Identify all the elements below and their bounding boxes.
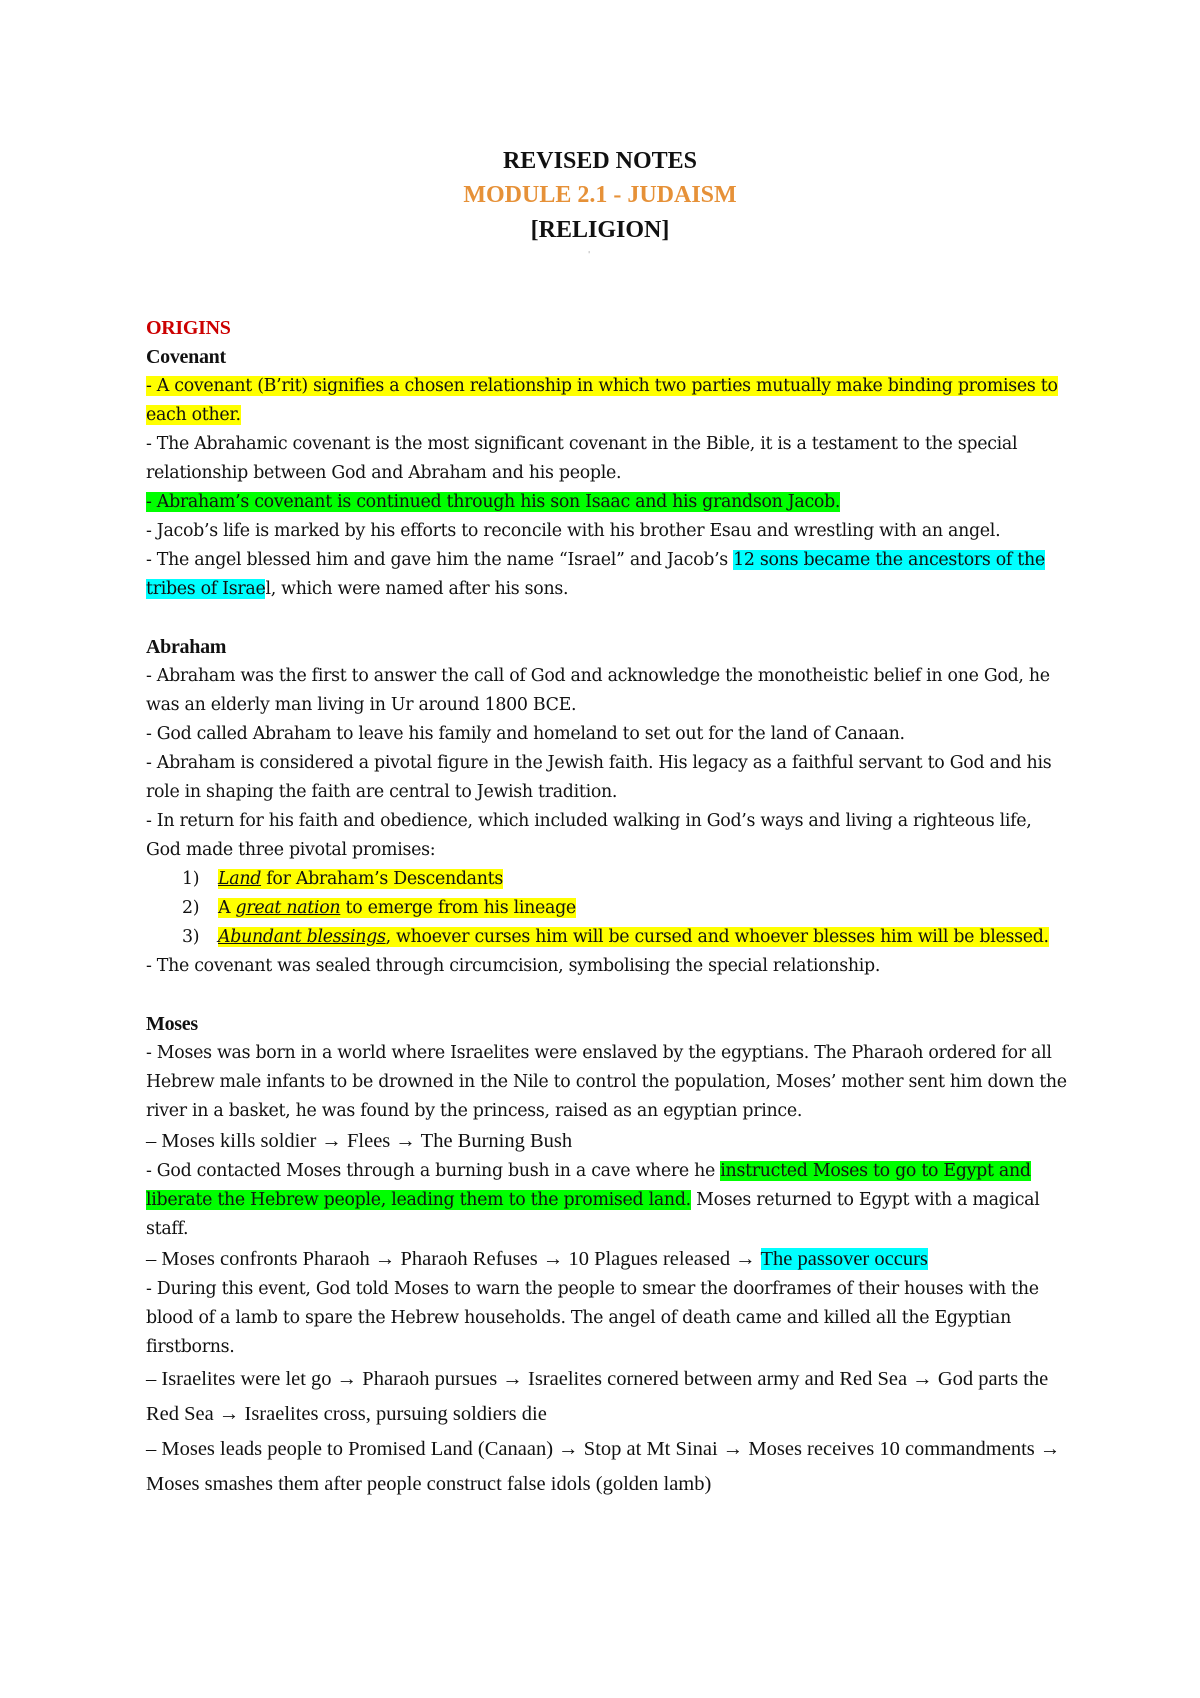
- subject-title: [RELIGION]: [530, 217, 670, 243]
- list-item: [182, 865, 1071, 894]
- abraham-para-5: - The covenant was sealed through circumcision, symbolising the special relationship.: [146, 956, 881, 976]
- text-run: l, which were named after his sons.: [265, 579, 569, 599]
- notes-body: [146, 314, 1071, 1502]
- abraham-para-2: - God called Abraham to leave his family and homeland to set out for the land of Canaan.: [146, 724, 905, 744]
- promises-list: [146, 865, 1071, 952]
- covenant-para-3: [146, 488, 1071, 517]
- moses-para-5: - During this event, God told Moses to warn the people to smear the doorframes of their houses with the blood of a lamb to spare the Hebrew households. The angel of death came and killed all the Egyptian firstborns.: [146, 1279, 1039, 1357]
- moses-para-3: [146, 1157, 1071, 1244]
- emphasis-text: Abundant blessings: [218, 927, 386, 947]
- list-item: [182, 894, 1071, 923]
- text-run: to emerge from his lineage: [340, 898, 576, 918]
- highlight-cyan: 12 sons became the ancestors of the tribes of Israe: [146, 550, 1045, 599]
- list-number: 3): [182, 927, 200, 947]
- text-run: Moses returned to Egypt with a magical staff.: [146, 1190, 1040, 1239]
- moses-heading: Moses: [146, 1013, 198, 1035]
- highlight-green: - Abraham’s covenant is continued through his son Isaac and his grandson Jacob.: [146, 492, 841, 512]
- highlight-cyan: The passover occurs: [760, 1248, 928, 1270]
- moses-para-1: - Moses was born in a world where Israelites were enslaved by the egyptians. The Pharaoh ordered for all Hebrew male infants to be drowned in the Nile to control the population, Moses’ mother sent him down the river in a basket, he was found by the princess, raised as an egyptian prince.: [146, 1043, 1067, 1121]
- moses-para-2: – Moses kills soldier → Flees → The Burning Bush: [146, 1130, 573, 1152]
- covenant-heading: Covenant: [146, 346, 226, 368]
- list-number: 1): [182, 869, 200, 889]
- covenant-para-4: - Jacob’s life is marked by his efforts to reconcile with his brother Esau and wrestling with an angel.: [146, 521, 1001, 541]
- emphasis-text: Land: [218, 869, 262, 889]
- abraham-para-1: - Abraham was the first to answer the call of God and acknowledge the monotheistic belief in one God, he was an elderly man living in Ur around 1800 BCE.: [146, 666, 1050, 715]
- module-title: MODULE 2.1 - JUDAISM: [463, 182, 737, 208]
- abraham-heading: Abraham: [146, 636, 227, 658]
- emphasis-text: great nation: [235, 898, 341, 918]
- text-run: , whoever curses him will be cursed and whoever blesses him will be blessed.: [385, 927, 1049, 947]
- moses-para-7: – Moses leads people to Promised Land (Canaan) → Stop at Mt Sinai → Moses receives 10 commandments → Moses smashes them after people construct false idols (golden lamb): [146, 1438, 1061, 1495]
- section-origins-title: ORIGINS: [146, 317, 231, 339]
- moses-para-4: [146, 1244, 1071, 1275]
- text-run: - God contacted Moses through a burning bush in a cave where he: [146, 1161, 721, 1181]
- text-run: - The angel blessed him and gave him the name “Israel” and Jacob’s: [146, 550, 734, 570]
- moses-para-6: – Israelites were let go → Pharaoh pursues → Israelites cornered between army and Red Sea → God parts the Red Sea → Israelites cross, pursuing soldiers die: [146, 1368, 1049, 1425]
- list-number: 2): [182, 898, 200, 918]
- text-run: for Abraham’s Descendants: [261, 869, 503, 889]
- text-run: A: [218, 898, 236, 918]
- abraham-para-4: - In return for his faith and obedience, which included walking in God’s ways and living a righteous life, God made three pivotal promises:: [146, 811, 1032, 860]
- covenant-para-1: [146, 372, 1071, 430]
- covenant-para-5: [146, 546, 1071, 604]
- highlight-yellow: - A covenant (B’rit) signifies a chosen relationship in which two parties mutually make binding promises to each other.: [146, 376, 1058, 425]
- text-run: – Moses confronts Pharaoh → Pharaoh Refuses → 10 Plagues released →: [146, 1248, 761, 1270]
- highlight-yellow: [218, 869, 503, 889]
- highlight-yellow: [218, 898, 576, 918]
- abraham-para-3: - Abraham is considered a pivotal figure in the Jewish faith. His legacy as a faithful servant to God and his role in shaping the faith are central to Jewish tradition.: [146, 753, 1052, 802]
- highlight-yellow: [218, 927, 1049, 947]
- list-item: [182, 923, 1071, 952]
- covenant-para-2: - The Abrahamic covenant is the most significant covenant in the Bible, it is a testament to the special relationship between God and Abraham and his people.: [146, 434, 1018, 483]
- stray-mark: ': [588, 250, 591, 259]
- doc-title: REVISED NOTES: [502, 148, 698, 174]
- highlight-green: instructed Moses to go to Egypt and liberate the Hebrew people, leading them to the promised land.: [146, 1161, 1031, 1210]
